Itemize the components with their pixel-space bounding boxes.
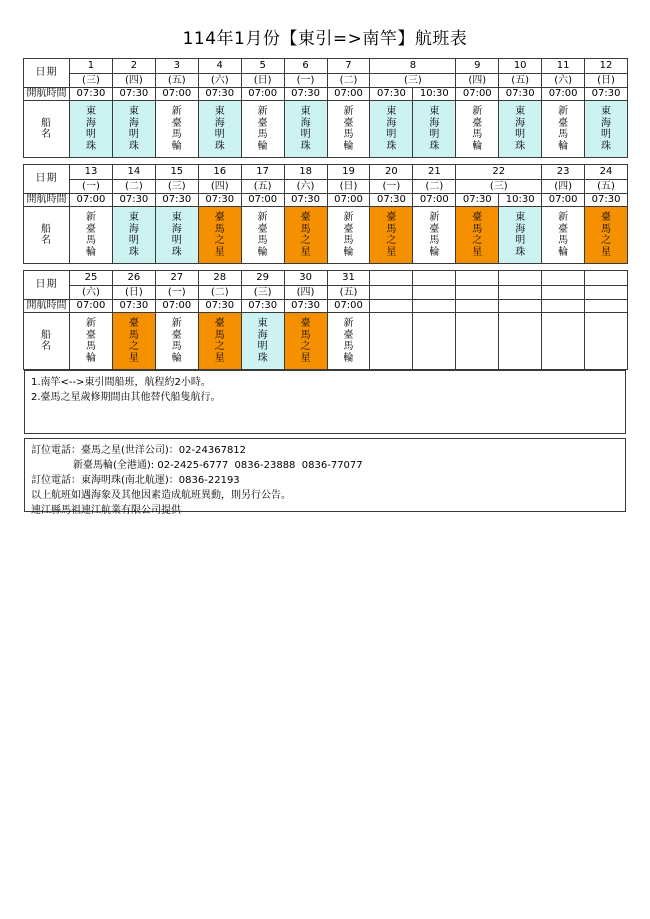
day-number-cell: 6 (284, 59, 327, 74)
weekday-cell: (日) (585, 74, 628, 88)
contact-line: 連江縣馬祖連江航業有限公司提供 (31, 505, 181, 516)
weekday-cell: (六) (542, 74, 585, 88)
weekday-cell: (三) (241, 286, 284, 300)
day-number-cell (542, 271, 585, 286)
notes-box (24, 370, 626, 434)
ship-name-row (24, 313, 628, 370)
day-number-cell: 14 (112, 165, 155, 180)
weekday-row (24, 74, 628, 88)
ship-name-cell: 東 海 明 珠 (112, 207, 155, 264)
weekday-cell: (三) (70, 74, 113, 88)
weekday-cell: (六) (198, 74, 241, 88)
weekday-cell: (四) (112, 74, 155, 88)
departure-time-cell (542, 300, 585, 313)
row-label-departure-time: 開航時間 (24, 300, 70, 313)
day-number-cell: 9 (456, 59, 499, 74)
ship-name-cell: 臺 馬 之 星 (198, 207, 241, 264)
departure-time-cell (413, 300, 456, 313)
day-number-cell: 28 (198, 271, 241, 286)
departure-time-cell: 07:00 (542, 194, 585, 207)
departure-time-row (24, 88, 628, 101)
weekday-cell (585, 286, 628, 300)
departure-time-cell: 07:30 (112, 194, 155, 207)
departure-time-cell: 07:00 (413, 194, 456, 207)
day-number-cell (456, 271, 499, 286)
ship-name-cell: 東 海 明 珠 (585, 101, 628, 158)
ship-name-cell: 新 臺 馬 輪 (456, 101, 499, 158)
departure-time-cell: 07:00 (327, 194, 370, 207)
row-label-date: 日期 (24, 165, 70, 194)
weekday-row (24, 286, 628, 300)
departure-time-cell: 07:30 (499, 88, 542, 101)
weekday-cell: (五) (327, 286, 370, 300)
ship-name-cell (585, 313, 628, 370)
day-number-cell: 18 (284, 165, 327, 180)
row-label-ship-name: 船 名 (24, 313, 70, 370)
row-label-departure-time: 開航時間 (24, 194, 70, 207)
weekday-cell: (一) (155, 286, 198, 300)
departure-time-cell: 07:00 (327, 88, 370, 101)
departure-time-cell: 07:30 (456, 194, 499, 207)
day-number-cell: 23 (542, 165, 585, 180)
ship-name-cell (542, 313, 585, 370)
day-number-cell: 20 (370, 165, 413, 180)
day-number-cell: 3 (155, 59, 198, 74)
ship-name-cell: 東 海 明 珠 (112, 101, 155, 158)
contact-line: 訂位電話：臺馬之星(世洋公司)：02-24367812 (31, 445, 247, 456)
day-number-cell: 2 (112, 59, 155, 74)
weekday-cell (370, 286, 413, 300)
weekday-cell (542, 286, 585, 300)
day-number-cell: 1 (70, 59, 113, 74)
departure-time-cell: 07:00 (241, 194, 284, 207)
day-number-cell: 27 (155, 271, 198, 286)
departure-time-cell: 07:30 (284, 194, 327, 207)
ship-name-cell: 新 臺 馬 輪 (327, 101, 370, 158)
ship-name-cell: 臺 馬 之 星 (198, 313, 241, 370)
day-number-cell (585, 271, 628, 286)
weekday-cell: (二) (327, 74, 370, 88)
day-number-cell: 26 (112, 271, 155, 286)
ship-name-cell: 臺 馬 之 星 (112, 313, 155, 370)
departure-time-cell: 07:30 (585, 88, 628, 101)
weekday-row (24, 180, 628, 194)
departure-time-row (24, 194, 628, 207)
departure-time-cell: 07:00 (542, 88, 585, 101)
ship-name-cell: 新 臺 馬 輪 (70, 207, 113, 264)
row-label-date: 日期 (24, 271, 70, 300)
departure-time-cell: 07:30 (370, 88, 413, 101)
weekday-cell: (三) (370, 74, 456, 88)
day-number-cell: 12 (585, 59, 628, 74)
ship-name-cell: 東 海 明 珠 (241, 313, 284, 370)
day-number-cell: 29 (241, 271, 284, 286)
ship-name-cell: 臺 馬 之 星 (284, 207, 327, 264)
departure-time-cell: 07:30 (198, 300, 241, 313)
day-number-row (24, 165, 628, 180)
ship-name-cell (456, 313, 499, 370)
contact-line: 新臺馬輪(全港通): 02-2425-6777 0836-23888 0836-77077 (73, 460, 363, 471)
ship-name-cell (499, 313, 542, 370)
day-number-cell: 13 (70, 165, 113, 180)
weekday-cell: (一) (370, 180, 413, 194)
departure-time-cell (585, 300, 628, 313)
day-number-cell: 4 (198, 59, 241, 74)
day-number-cell: 15 (155, 165, 198, 180)
contact-box (24, 438, 626, 516)
row-label-date: 日期 (24, 59, 70, 88)
contact-line: 以上航班如遇海象及其他因素造成航班異動，則另行公告。 (31, 490, 291, 501)
departure-time-cell (499, 300, 542, 313)
ship-name-cell: 東 海 明 珠 (284, 101, 327, 158)
ship-name-cell: 東 海 明 珠 (499, 207, 542, 264)
day-number-cell: 22 (456, 165, 542, 180)
ship-name-cell: 東 海 明 珠 (198, 101, 241, 158)
ship-name-cell (370, 313, 413, 370)
weekday-cell: (四) (198, 180, 241, 194)
schedule-block-2 (23, 164, 628, 264)
departure-time-cell: 07:30 (198, 194, 241, 207)
departure-time-cell: 07:30 (70, 88, 113, 101)
day-number-cell (413, 271, 456, 286)
departure-time-cell: 10:30 (413, 88, 456, 101)
departure-time-cell: 07:30 (284, 300, 327, 313)
day-number-cell (499, 271, 542, 286)
day-number-row (24, 59, 628, 74)
departure-time-cell: 07:00 (70, 300, 113, 313)
weekday-cell: (二) (112, 180, 155, 194)
ship-name-cell: 臺 馬 之 星 (284, 313, 327, 370)
ship-name-cell: 新 臺 馬 輪 (155, 313, 198, 370)
day-number-cell: 31 (327, 271, 370, 286)
ship-name-cell: 臺 馬 之 星 (585, 207, 628, 264)
schedule-tables (23, 58, 627, 370)
ship-name-row (24, 101, 628, 158)
day-number-cell (370, 271, 413, 286)
departure-time-cell: 07:00 (155, 88, 198, 101)
row-label-ship-name: 船 名 (24, 207, 70, 264)
weekday-cell: (一) (70, 180, 113, 194)
ship-name-cell: 東 海 明 珠 (413, 101, 456, 158)
weekday-cell: (五) (241, 180, 284, 194)
ship-name-cell: 新 臺 馬 輪 (241, 207, 284, 264)
row-label-ship-name: 船 名 (24, 101, 70, 158)
weekday-cell: (五) (499, 74, 542, 88)
departure-time-cell: 07:30 (112, 88, 155, 101)
ship-name-cell: 東 海 明 珠 (370, 101, 413, 158)
note-line: 1.南竿<-->東引間船班，航程約2小時。 (31, 377, 211, 388)
day-number-row (24, 271, 628, 286)
weekday-cell: (二) (413, 180, 456, 194)
ship-name-cell: 東 海 明 珠 (155, 207, 198, 264)
departure-time-cell (370, 300, 413, 313)
schedule-block-3 (23, 270, 628, 370)
ship-name-cell: 新 臺 馬 輪 (413, 207, 456, 264)
ship-name-row (24, 207, 628, 264)
ship-name-cell: 東 海 明 珠 (70, 101, 113, 158)
weekday-cell: (三) (456, 180, 542, 194)
day-number-cell: 10 (499, 59, 542, 74)
weekday-cell: (四) (456, 74, 499, 88)
day-number-cell: 8 (370, 59, 456, 74)
weekday-cell: (日) (112, 286, 155, 300)
weekday-cell: (六) (284, 180, 327, 194)
weekday-cell: (日) (241, 74, 284, 88)
weekday-cell: (三) (155, 180, 198, 194)
ship-name-cell: 東 海 明 珠 (499, 101, 542, 158)
departure-time-cell: 10:30 (499, 194, 542, 207)
row-label-departure-time: 開航時間 (24, 88, 70, 101)
weekday-cell: (二) (198, 286, 241, 300)
departure-time-cell: 07:30 (370, 194, 413, 207)
departure-time-cell: 07:30 (241, 300, 284, 313)
ship-name-cell: 新 臺 馬 輪 (241, 101, 284, 158)
ship-name-cell: 臺 馬 之 星 (370, 207, 413, 264)
day-number-cell: 5 (241, 59, 284, 74)
day-number-cell: 17 (241, 165, 284, 180)
weekday-cell: (五) (585, 180, 628, 194)
note-line: 2.臺馬之星歲修期間由其他替代船隻航行。 (31, 392, 221, 403)
departure-time-cell: 07:30 (284, 88, 327, 101)
ship-name-cell: 新 臺 馬 輪 (70, 313, 113, 370)
departure-time-cell: 07:30 (112, 300, 155, 313)
weekday-cell: (日) (327, 180, 370, 194)
departure-time-cell: 07:00 (327, 300, 370, 313)
departure-time-cell: 07:00 (155, 300, 198, 313)
page-title: 114年1月份【東引=>南竿】航班表 (182, 29, 468, 49)
departure-time-cell: 07:00 (456, 88, 499, 101)
day-number-cell: 21 (413, 165, 456, 180)
departure-time-cell: 07:00 (241, 88, 284, 101)
ship-name-cell: 臺 馬 之 星 (456, 207, 499, 264)
ship-name-cell: 新 臺 馬 輪 (327, 313, 370, 370)
departure-time-row (24, 300, 628, 313)
weekday-cell: (四) (284, 286, 327, 300)
departure-time-cell: 07:30 (198, 88, 241, 101)
day-number-cell: 24 (585, 165, 628, 180)
ship-name-cell: 新 臺 馬 輪 (327, 207, 370, 264)
day-number-cell: 19 (327, 165, 370, 180)
departure-time-cell: 07:00 (70, 194, 113, 207)
departure-time-cell: 07:30 (155, 194, 198, 207)
ship-name-cell: 新 臺 馬 輪 (155, 101, 198, 158)
weekday-cell (499, 286, 542, 300)
weekday-cell (456, 286, 499, 300)
departure-time-cell: 07:30 (585, 194, 628, 207)
ship-name-cell (413, 313, 456, 370)
weekday-cell: (一) (284, 74, 327, 88)
weekday-cell: (四) (542, 180, 585, 194)
day-number-cell: 7 (327, 59, 370, 74)
ship-name-cell: 新 臺 馬 輪 (542, 101, 585, 158)
day-number-cell: 25 (70, 271, 113, 286)
departure-time-cell (456, 300, 499, 313)
weekday-cell: (五) (155, 74, 198, 88)
day-number-cell: 30 (284, 271, 327, 286)
weekday-cell: (六) (70, 286, 113, 300)
day-number-cell: 11 (542, 59, 585, 74)
weekday-cell (413, 286, 456, 300)
contact-line: 訂位電話：東海明珠(南北航運)：0836-22193 (31, 475, 240, 486)
ship-name-cell: 新 臺 馬 輪 (542, 207, 585, 264)
schedule-block-1 (23, 58, 628, 158)
day-number-cell: 16 (198, 165, 241, 180)
